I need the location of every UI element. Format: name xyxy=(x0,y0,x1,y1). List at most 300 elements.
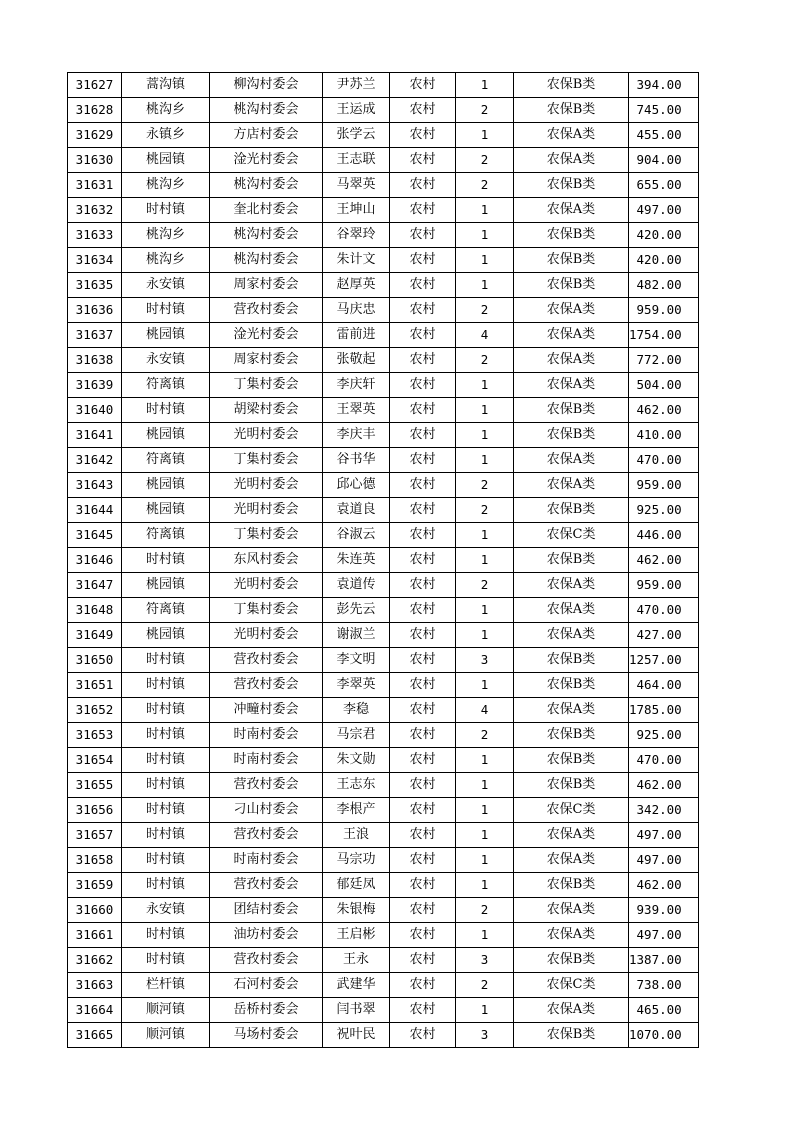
household-size-cell: 1 xyxy=(456,873,514,898)
household-size-cell: 1 xyxy=(456,923,514,948)
amount-cell: 462.00 xyxy=(629,773,699,798)
amount-cell: 1785.00 xyxy=(629,698,699,723)
township-cell: 时村镇 xyxy=(122,673,210,698)
name-cell: 朱银梅 xyxy=(323,898,390,923)
name-cell: 王坤山 xyxy=(323,198,390,223)
residence-type-cell: 农村 xyxy=(390,923,456,948)
township-cell: 桃园镇 xyxy=(122,423,210,448)
village-committee-cell: 淦光村委会 xyxy=(210,323,323,348)
serial-number-cell: 31630 xyxy=(68,148,122,173)
serial-number-cell: 31659 xyxy=(68,873,122,898)
residence-type-cell: 农村 xyxy=(390,1023,456,1048)
name-cell: 武建华 xyxy=(323,973,390,998)
insurance-category-cell: 农保C类 xyxy=(514,973,629,998)
amount-cell: 470.00 xyxy=(629,748,699,773)
name-cell: 谷书华 xyxy=(323,448,390,473)
insurance-category-cell: 农保B类 xyxy=(514,723,629,748)
amount-cell: 410.00 xyxy=(629,423,699,448)
amount-cell: 497.00 xyxy=(629,823,699,848)
insurance-category-cell: 农保B类 xyxy=(514,773,629,798)
household-size-cell: 2 xyxy=(456,723,514,748)
insurance-category-cell: 农保A类 xyxy=(514,323,629,348)
residence-type-cell: 农村 xyxy=(390,498,456,523)
amount-cell: 470.00 xyxy=(629,598,699,623)
residence-type-cell: 农村 xyxy=(390,648,456,673)
residence-type-cell: 农村 xyxy=(390,273,456,298)
insurance-category-cell: 农保A类 xyxy=(514,823,629,848)
village-committee-cell: 桃沟村委会 xyxy=(210,223,323,248)
residence-type-cell: 农村 xyxy=(390,148,456,173)
village-committee-cell: 光明村委会 xyxy=(210,423,323,448)
amount-cell: 465.00 xyxy=(629,998,699,1023)
township-cell: 桃园镇 xyxy=(122,623,210,648)
residence-type-cell: 农村 xyxy=(390,398,456,423)
serial-number-cell: 31652 xyxy=(68,698,122,723)
serial-number-cell: 31628 xyxy=(68,98,122,123)
township-cell: 时村镇 xyxy=(122,198,210,223)
residence-type-cell: 农村 xyxy=(390,323,456,348)
township-cell: 时村镇 xyxy=(122,548,210,573)
name-cell: 李庆轩 xyxy=(323,373,390,398)
name-cell: 王运成 xyxy=(323,98,390,123)
township-cell: 永安镇 xyxy=(122,273,210,298)
name-cell: 王浪 xyxy=(323,823,390,848)
village-committee-cell: 时南村委会 xyxy=(210,723,323,748)
amount-cell: 1257.00 xyxy=(629,648,699,673)
insurance-category-cell: 农保A类 xyxy=(514,123,629,148)
serial-number-cell: 31649 xyxy=(68,623,122,648)
table-row xyxy=(68,648,699,673)
township-cell: 符离镇 xyxy=(122,598,210,623)
township-cell: 符离镇 xyxy=(122,373,210,398)
amount-cell: 470.00 xyxy=(629,448,699,473)
amount-cell: 497.00 xyxy=(629,848,699,873)
table-row xyxy=(68,898,699,923)
residence-type-cell: 农村 xyxy=(390,873,456,898)
name-cell: 袁道良 xyxy=(323,498,390,523)
table-body xyxy=(68,73,699,1048)
serial-number-cell: 31656 xyxy=(68,798,122,823)
amount-cell: 959.00 xyxy=(629,298,699,323)
village-committee-cell: 营孜村委会 xyxy=(210,873,323,898)
village-committee-cell: 柳沟村委会 xyxy=(210,73,323,98)
household-size-cell: 1 xyxy=(456,373,514,398)
name-cell: 彭先云 xyxy=(323,598,390,623)
household-size-cell: 2 xyxy=(456,473,514,498)
village-committee-cell: 桃沟村委会 xyxy=(210,173,323,198)
name-cell: 王启彬 xyxy=(323,923,390,948)
table-row xyxy=(68,723,699,748)
insurance-category-cell: 农保B类 xyxy=(514,948,629,973)
township-cell: 时村镇 xyxy=(122,298,210,323)
residence-type-cell: 农村 xyxy=(390,448,456,473)
village-committee-cell: 光明村委会 xyxy=(210,473,323,498)
serial-number-cell: 31661 xyxy=(68,923,122,948)
insurance-category-cell: 农保A类 xyxy=(514,448,629,473)
table-row xyxy=(68,398,699,423)
township-cell: 时村镇 xyxy=(122,823,210,848)
table-row xyxy=(68,823,699,848)
township-cell: 时村镇 xyxy=(122,398,210,423)
table-row xyxy=(68,798,699,823)
village-committee-cell: 时南村委会 xyxy=(210,848,323,873)
township-cell: 蒿沟镇 xyxy=(122,73,210,98)
residence-type-cell: 农村 xyxy=(390,548,456,573)
serial-number-cell: 31638 xyxy=(68,348,122,373)
village-committee-cell: 岳桥村委会 xyxy=(210,998,323,1023)
village-committee-cell: 桃沟村委会 xyxy=(210,248,323,273)
insurance-category-cell: 农保B类 xyxy=(514,673,629,698)
insurance-category-cell: 农保A类 xyxy=(514,298,629,323)
serial-number-cell: 31640 xyxy=(68,398,122,423)
name-cell: 马宗君 xyxy=(323,723,390,748)
insurance-category-cell: 农保B类 xyxy=(514,423,629,448)
table-row xyxy=(68,623,699,648)
amount-cell: 1070.00 xyxy=(629,1023,699,1048)
residence-type-cell: 农村 xyxy=(390,223,456,248)
table-row xyxy=(68,298,699,323)
table-row xyxy=(68,373,699,398)
amount-cell: 446.00 xyxy=(629,523,699,548)
amount-cell: 482.00 xyxy=(629,273,699,298)
residence-type-cell: 农村 xyxy=(390,723,456,748)
household-size-cell: 3 xyxy=(456,948,514,973)
serial-number-cell: 31658 xyxy=(68,848,122,873)
serial-number-cell: 31641 xyxy=(68,423,122,448)
township-cell: 桃沟乡 xyxy=(122,223,210,248)
township-cell: 桃园镇 xyxy=(122,573,210,598)
residence-type-cell: 农村 xyxy=(390,123,456,148)
residence-type-cell: 农村 xyxy=(390,523,456,548)
township-cell: 符离镇 xyxy=(122,448,210,473)
allowance-table xyxy=(67,72,699,1048)
village-committee-cell: 光明村委会 xyxy=(210,623,323,648)
village-committee-cell: 丁集村委会 xyxy=(210,523,323,548)
village-committee-cell: 东风村委会 xyxy=(210,548,323,573)
serial-number-cell: 31650 xyxy=(68,648,122,673)
household-size-cell: 1 xyxy=(456,848,514,873)
residence-type-cell: 农村 xyxy=(390,573,456,598)
household-size-cell: 2 xyxy=(456,573,514,598)
residence-type-cell: 农村 xyxy=(390,248,456,273)
household-size-cell: 1 xyxy=(456,273,514,298)
residence-type-cell: 农村 xyxy=(390,673,456,698)
residence-type-cell: 农村 xyxy=(390,973,456,998)
serial-number-cell: 31644 xyxy=(68,498,122,523)
insurance-category-cell: 农保B类 xyxy=(514,398,629,423)
name-cell: 王永 xyxy=(323,948,390,973)
village-committee-cell: 营孜村委会 xyxy=(210,948,323,973)
residence-type-cell: 农村 xyxy=(390,198,456,223)
household-size-cell: 3 xyxy=(456,648,514,673)
village-committee-cell: 时南村委会 xyxy=(210,748,323,773)
amount-cell: 455.00 xyxy=(629,123,699,148)
insurance-category-cell: 农保A类 xyxy=(514,198,629,223)
table-row xyxy=(68,98,699,123)
township-cell: 桃沟乡 xyxy=(122,248,210,273)
village-committee-cell: 油坊村委会 xyxy=(210,923,323,948)
amount-cell: 462.00 xyxy=(629,548,699,573)
table-row xyxy=(68,448,699,473)
village-committee-cell: 马场村委会 xyxy=(210,1023,323,1048)
household-size-cell: 1 xyxy=(456,523,514,548)
amount-cell: 464.00 xyxy=(629,673,699,698)
table-row xyxy=(68,673,699,698)
household-size-cell: 2 xyxy=(456,148,514,173)
table-row xyxy=(68,848,699,873)
township-cell: 时村镇 xyxy=(122,723,210,748)
township-cell: 时村镇 xyxy=(122,648,210,673)
residence-type-cell: 农村 xyxy=(390,98,456,123)
amount-cell: 904.00 xyxy=(629,148,699,173)
village-committee-cell: 光明村委会 xyxy=(210,498,323,523)
name-cell: 马翠英 xyxy=(323,173,390,198)
name-cell: 谷翠玲 xyxy=(323,223,390,248)
household-size-cell: 1 xyxy=(456,998,514,1023)
table-row xyxy=(68,223,699,248)
township-cell: 桃沟乡 xyxy=(122,98,210,123)
residence-type-cell: 农村 xyxy=(390,298,456,323)
village-committee-cell: 营孜村委会 xyxy=(210,823,323,848)
insurance-category-cell: 农保B类 xyxy=(514,273,629,298)
table-row xyxy=(68,73,699,98)
residence-type-cell: 农村 xyxy=(390,698,456,723)
serial-number-cell: 31635 xyxy=(68,273,122,298)
table-row xyxy=(68,548,699,573)
serial-number-cell: 31643 xyxy=(68,473,122,498)
amount-cell: 959.00 xyxy=(629,473,699,498)
household-size-cell: 1 xyxy=(456,548,514,573)
table-row xyxy=(68,473,699,498)
household-size-cell: 1 xyxy=(456,598,514,623)
township-cell: 桃园镇 xyxy=(122,498,210,523)
household-size-cell: 1 xyxy=(456,748,514,773)
serial-number-cell: 31645 xyxy=(68,523,122,548)
serial-number-cell: 31636 xyxy=(68,298,122,323)
village-committee-cell: 营孜村委会 xyxy=(210,298,323,323)
name-cell: 朱文勋 xyxy=(323,748,390,773)
name-cell: 尹苏兰 xyxy=(323,73,390,98)
table-row xyxy=(68,573,699,598)
village-committee-cell: 方店村委会 xyxy=(210,123,323,148)
serial-number-cell: 31657 xyxy=(68,823,122,848)
name-cell: 李庆丰 xyxy=(323,423,390,448)
township-cell: 时村镇 xyxy=(122,923,210,948)
township-cell: 永安镇 xyxy=(122,348,210,373)
township-cell: 时村镇 xyxy=(122,798,210,823)
amount-cell: 1754.00 xyxy=(629,323,699,348)
township-cell: 永镇乡 xyxy=(122,123,210,148)
insurance-category-cell: 农保A类 xyxy=(514,898,629,923)
township-cell: 时村镇 xyxy=(122,948,210,973)
serial-number-cell: 31655 xyxy=(68,773,122,798)
household-size-cell: 1 xyxy=(456,398,514,423)
household-size-cell: 1 xyxy=(456,823,514,848)
residence-type-cell: 农村 xyxy=(390,623,456,648)
serial-number-cell: 31637 xyxy=(68,323,122,348)
amount-cell: 427.00 xyxy=(629,623,699,648)
amount-cell: 655.00 xyxy=(629,173,699,198)
insurance-category-cell: 农保B类 xyxy=(514,173,629,198)
household-size-cell: 2 xyxy=(456,973,514,998)
name-cell: 邱心德 xyxy=(323,473,390,498)
table-row xyxy=(68,948,699,973)
table-row xyxy=(68,598,699,623)
table-row xyxy=(68,773,699,798)
township-cell: 时村镇 xyxy=(122,698,210,723)
household-size-cell: 1 xyxy=(456,248,514,273)
village-committee-cell: 奎北村委会 xyxy=(210,198,323,223)
insurance-category-cell: 农保A类 xyxy=(514,698,629,723)
insurance-category-cell: 农保A类 xyxy=(514,148,629,173)
household-size-cell: 3 xyxy=(456,1023,514,1048)
residence-type-cell: 农村 xyxy=(390,773,456,798)
amount-cell: 772.00 xyxy=(629,348,699,373)
residence-type-cell: 农村 xyxy=(390,948,456,973)
village-committee-cell: 桃沟村委会 xyxy=(210,98,323,123)
table-row xyxy=(68,523,699,548)
table-row xyxy=(68,148,699,173)
household-size-cell: 2 xyxy=(456,898,514,923)
serial-number-cell: 31664 xyxy=(68,998,122,1023)
household-size-cell: 2 xyxy=(456,498,514,523)
township-cell: 桃沟乡 xyxy=(122,173,210,198)
village-committee-cell: 营孜村委会 xyxy=(210,648,323,673)
insurance-category-cell: 农保B类 xyxy=(514,873,629,898)
name-cell: 祝叶民 xyxy=(323,1023,390,1048)
village-committee-cell: 周家村委会 xyxy=(210,273,323,298)
household-size-cell: 1 xyxy=(456,798,514,823)
serial-number-cell: 31627 xyxy=(68,73,122,98)
household-size-cell: 1 xyxy=(456,198,514,223)
household-size-cell: 2 xyxy=(456,348,514,373)
serial-number-cell: 31648 xyxy=(68,598,122,623)
serial-number-cell: 31629 xyxy=(68,123,122,148)
township-cell: 桃园镇 xyxy=(122,473,210,498)
residence-type-cell: 农村 xyxy=(390,823,456,848)
residence-type-cell: 农村 xyxy=(390,73,456,98)
serial-number-cell: 31633 xyxy=(68,223,122,248)
name-cell: 闫书翠 xyxy=(323,998,390,1023)
insurance-category-cell: 农保A类 xyxy=(514,573,629,598)
name-cell: 谢淑兰 xyxy=(323,623,390,648)
residence-type-cell: 农村 xyxy=(390,348,456,373)
serial-number-cell: 31631 xyxy=(68,173,122,198)
insurance-category-cell: 农保B类 xyxy=(514,648,629,673)
serial-number-cell: 31634 xyxy=(68,248,122,273)
insurance-category-cell: 农保A类 xyxy=(514,373,629,398)
village-committee-cell: 淦光村委会 xyxy=(210,148,323,173)
table-row xyxy=(68,498,699,523)
household-size-cell: 4 xyxy=(456,323,514,348)
township-cell: 时村镇 xyxy=(122,773,210,798)
name-cell: 李翠英 xyxy=(323,673,390,698)
village-committee-cell: 刁山村委会 xyxy=(210,798,323,823)
insurance-category-cell: 农保B类 xyxy=(514,223,629,248)
village-committee-cell: 丁集村委会 xyxy=(210,598,323,623)
amount-cell: 462.00 xyxy=(629,398,699,423)
table-row xyxy=(68,973,699,998)
household-size-cell: 1 xyxy=(456,123,514,148)
serial-number-cell: 31662 xyxy=(68,948,122,973)
insurance-category-cell: 农保B类 xyxy=(514,248,629,273)
township-cell: 桃园镇 xyxy=(122,323,210,348)
amount-cell: 745.00 xyxy=(629,98,699,123)
township-cell: 时村镇 xyxy=(122,848,210,873)
amount-cell: 462.00 xyxy=(629,873,699,898)
amount-cell: 738.00 xyxy=(629,973,699,998)
serial-number-cell: 31654 xyxy=(68,748,122,773)
township-cell: 顺河镇 xyxy=(122,1023,210,1048)
amount-cell: 420.00 xyxy=(629,223,699,248)
residence-type-cell: 农村 xyxy=(390,998,456,1023)
township-cell: 时村镇 xyxy=(122,873,210,898)
village-committee-cell: 丁集村委会 xyxy=(210,373,323,398)
insurance-category-cell: 农保B类 xyxy=(514,498,629,523)
name-cell: 谷淑云 xyxy=(323,523,390,548)
township-cell: 顺河镇 xyxy=(122,998,210,1023)
village-committee-cell: 团结村委会 xyxy=(210,898,323,923)
township-cell: 符离镇 xyxy=(122,523,210,548)
village-committee-cell: 冲疃村委会 xyxy=(210,698,323,723)
insurance-category-cell: 农保A类 xyxy=(514,998,629,1023)
name-cell: 李文明 xyxy=(323,648,390,673)
table-row xyxy=(68,998,699,1023)
village-committee-cell: 石河村委会 xyxy=(210,973,323,998)
serial-number-cell: 31642 xyxy=(68,448,122,473)
residence-type-cell: 农村 xyxy=(390,798,456,823)
household-size-cell: 2 xyxy=(456,298,514,323)
table-row xyxy=(68,698,699,723)
name-cell: 马宗功 xyxy=(323,848,390,873)
amount-cell: 925.00 xyxy=(629,498,699,523)
table-row xyxy=(68,873,699,898)
insurance-category-cell: 农保A类 xyxy=(514,598,629,623)
amount-cell: 925.00 xyxy=(629,723,699,748)
residence-type-cell: 农村 xyxy=(390,848,456,873)
table-row xyxy=(68,273,699,298)
insurance-category-cell: 农保C类 xyxy=(514,798,629,823)
insurance-category-cell: 农保C类 xyxy=(514,523,629,548)
household-size-cell: 1 xyxy=(456,673,514,698)
table-row xyxy=(68,198,699,223)
serial-number-cell: 31639 xyxy=(68,373,122,398)
township-cell: 永安镇 xyxy=(122,898,210,923)
name-cell: 袁道传 xyxy=(323,573,390,598)
residence-type-cell: 农村 xyxy=(390,748,456,773)
household-size-cell: 1 xyxy=(456,623,514,648)
table-row xyxy=(68,173,699,198)
name-cell: 王志联 xyxy=(323,148,390,173)
household-size-cell: 1 xyxy=(456,73,514,98)
insurance-category-cell: 农保A类 xyxy=(514,348,629,373)
residence-type-cell: 农村 xyxy=(390,473,456,498)
serial-number-cell: 31660 xyxy=(68,898,122,923)
township-cell: 桃园镇 xyxy=(122,148,210,173)
table-row xyxy=(68,123,699,148)
table-row xyxy=(68,348,699,373)
serial-number-cell: 31646 xyxy=(68,548,122,573)
village-committee-cell: 周家村委会 xyxy=(210,348,323,373)
amount-cell: 420.00 xyxy=(629,248,699,273)
amount-cell: 497.00 xyxy=(629,198,699,223)
name-cell: 赵厚英 xyxy=(323,273,390,298)
insurance-category-cell: 农保B类 xyxy=(514,73,629,98)
table-row xyxy=(68,248,699,273)
household-size-cell: 1 xyxy=(456,448,514,473)
village-committee-cell: 丁集村委会 xyxy=(210,448,323,473)
insurance-category-cell: 农保B类 xyxy=(514,748,629,773)
